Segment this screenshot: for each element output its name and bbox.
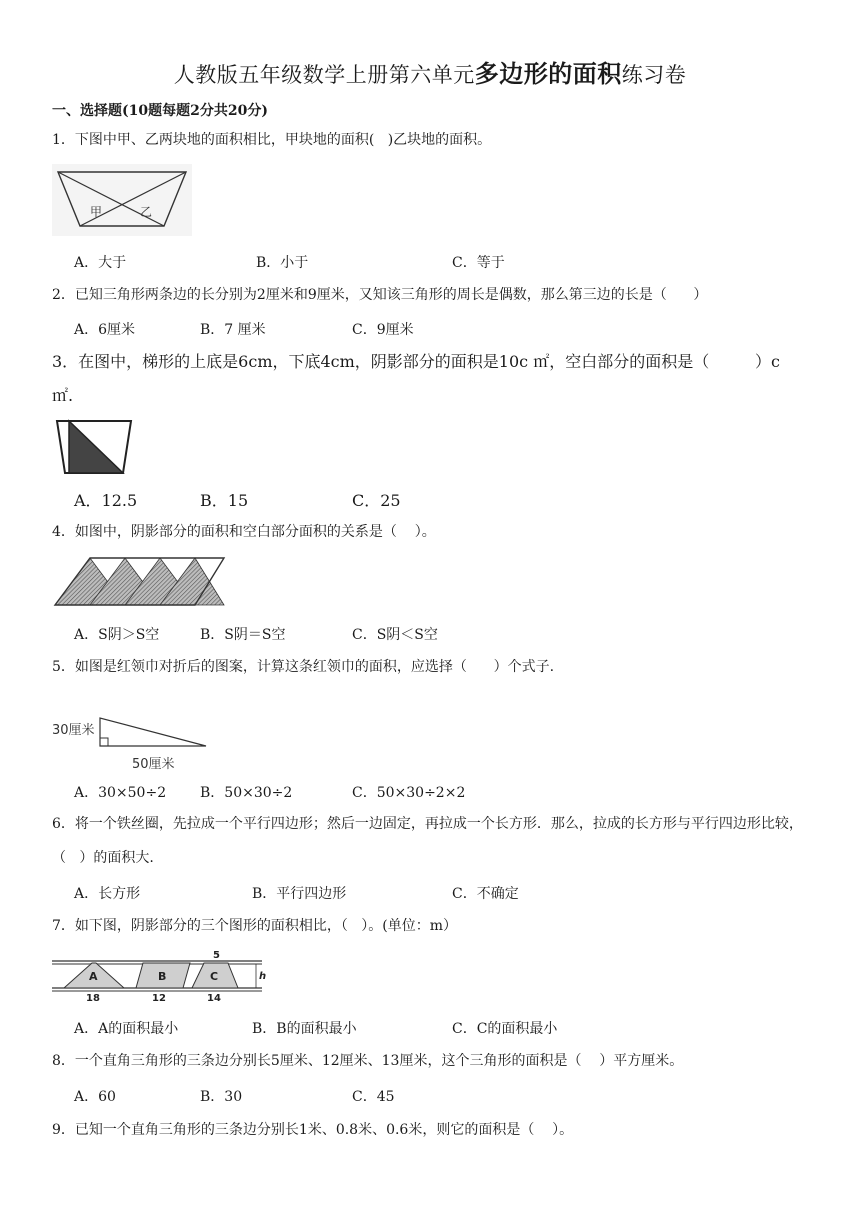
question-5-options bbox=[74, 782, 494, 804]
question-6-text: 6．将一个铁丝圈，先拉成一个平行四边形；然后一边固定，再拉成一个长方形．那么，拉成的长方形与平行四边形比较，（ ）的面积大. bbox=[52, 816, 803, 866]
height-label: h bbox=[259, 971, 267, 982]
option-c[interactable]: C．不确定 bbox=[452, 886, 519, 902]
base-label-b: 12 bbox=[152, 993, 166, 1004]
figure-label-jia: 甲 bbox=[90, 205, 103, 219]
question-1-text: 1．下图中甲、乙两块地的面积相比，甲块地的面积( )乙块地的面积。 bbox=[52, 132, 492, 148]
label-base: 50厘米 bbox=[132, 757, 175, 772]
option-c[interactable]: C．25 bbox=[352, 491, 401, 510]
title-bold: 多边形的面积 bbox=[474, 60, 622, 88]
option-a[interactable]: A．6厘米 bbox=[74, 322, 136, 338]
option-c[interactable]: C．C的面积最小 bbox=[452, 1021, 558, 1037]
top-base-label: 5 bbox=[213, 950, 220, 961]
question-9-text: 9．已知一个直角三角形的三条边分别长1米、0.8米、0.6米，则它的面积是（ ）。 bbox=[52, 1122, 574, 1138]
right-angle-mark bbox=[100, 738, 108, 746]
question-3-figure bbox=[54, 418, 134, 476]
question-2-text: 2．已知三角形两条边的长分别为2厘米和9厘米，又知该三角形的周长是偶数，那么第三边的长是（ ） bbox=[52, 287, 708, 303]
option-a[interactable]: A．60 bbox=[74, 1089, 116, 1105]
question-8-text: 8．一个直角三角形的三条边分别长5厘米、12厘米、13厘米，这个三角形的面积是（ ）平方厘米。 bbox=[52, 1053, 684, 1069]
figure-background bbox=[52, 164, 192, 236]
title-prefix: 人教版五年级数学上册第六单元 bbox=[173, 63, 475, 87]
option-b[interactable]: B．7 厘米 bbox=[200, 322, 266, 338]
section-header: 一、选择题(10题每题2分共20分) bbox=[52, 103, 268, 119]
question-7-figure bbox=[52, 948, 270, 1004]
question-4-options bbox=[74, 624, 494, 646]
option-a[interactable]: A．A的面积最小 bbox=[74, 1021, 179, 1037]
question-5-figure bbox=[52, 710, 212, 772]
question-1-options bbox=[74, 252, 574, 274]
option-a[interactable]: A．S阴＞S空 bbox=[74, 627, 160, 643]
question-1-figure bbox=[52, 164, 192, 236]
label-height: 30厘米 bbox=[52, 723, 95, 738]
option-c[interactable]: C．等于 bbox=[452, 255, 505, 271]
question-7-text: 7．如下图，阴影部分的三个图形的面积相比，（ ）。(单位：m） bbox=[52, 918, 457, 934]
option-b[interactable]: B．平行四边形 bbox=[252, 886, 347, 902]
option-b[interactable]: B．30 bbox=[200, 1089, 243, 1105]
question-7-options bbox=[74, 1018, 634, 1040]
question-4-figure bbox=[52, 555, 228, 607]
option-a[interactable]: A．大于 bbox=[74, 255, 127, 271]
option-a[interactable]: A．长方形 bbox=[74, 886, 141, 902]
shape-label-a: A bbox=[89, 970, 98, 983]
figure-label-yi: 乙 bbox=[140, 205, 153, 219]
shape-label-b: B bbox=[158, 970, 167, 983]
question-3-text: 3．在图中，梯形的上底是6cm，下底4cm，阴影部分的面积是10c ㎡，空白部分的面积是（ ）c ㎡. bbox=[52, 352, 780, 405]
right-triangle bbox=[100, 718, 206, 746]
option-a[interactable]: A．12.5 bbox=[74, 491, 138, 510]
base-label-a: 18 bbox=[86, 993, 100, 1004]
question-4-text: 4．如图中，阴影部分的面积和空白部分面积的关系是（ ）。 bbox=[52, 524, 436, 540]
shape-label-c: C bbox=[210, 970, 219, 983]
base-label-c: 14 bbox=[207, 993, 221, 1004]
option-b[interactable]: B．S阴＝S空 bbox=[200, 627, 286, 643]
option-c[interactable]: C．45 bbox=[352, 1089, 395, 1105]
option-b[interactable]: B．小于 bbox=[256, 255, 309, 271]
option-b[interactable]: B．B的面积最小 bbox=[252, 1021, 357, 1037]
question-3-options bbox=[74, 488, 474, 510]
option-b[interactable]: B．15 bbox=[200, 491, 249, 510]
option-a[interactable]: A．30×50÷2 bbox=[74, 785, 167, 801]
option-b[interactable]: B．50×30÷2 bbox=[200, 785, 293, 801]
question-5-text: 5．如图是红领巾对折后的图案，计算这条红领巾的面积，应选择（ ）个式子. bbox=[52, 659, 555, 675]
page-title bbox=[0, 58, 860, 91]
question-2-options bbox=[74, 319, 474, 341]
question-8-options bbox=[74, 1086, 474, 1108]
option-c[interactable]: C．50×30÷2×2 bbox=[352, 785, 466, 801]
question-6-options bbox=[74, 883, 574, 905]
title-suffix: 练习卷 bbox=[621, 63, 687, 87]
option-c[interactable]: C．S阴＜S空 bbox=[352, 627, 438, 643]
option-c[interactable]: C．9厘米 bbox=[352, 322, 414, 338]
